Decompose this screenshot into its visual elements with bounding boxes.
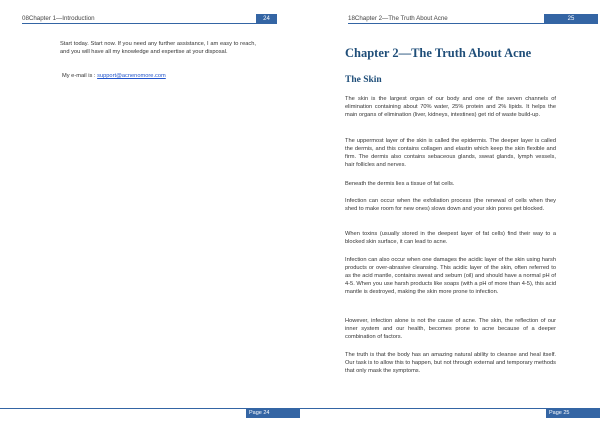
left-paragraph-1: Start today. Start now. If you need any further assistance, I am easy to reach, and you will have all my knowledge and expertise at your disposal.	[60, 41, 256, 55]
chapter-title: Chapter 2—The Truth About Acne	[345, 46, 532, 60]
right-paragraph-5: When toxins (usually stored in the deepest layer of fat cells) find their way to a blocked skin surface, it can lead to acne.	[345, 231, 556, 245]
right-paragraph-7: However, infection alone is not the cause of acne. The skin, the reflection of our inner system and our health, becomes prone to acne because of a deeper combination of factors.	[345, 318, 556, 340]
right-paragraph-1: The skin is the largest organ of our body and one of the seven channels of elimination containing about 70% water, 25% protein and 2% lipids. It helps the main organs of elimination (liver, kidneys, intestines) get rid of waste build-up.	[345, 96, 556, 118]
right-paragraph-3: Beneath the dermis lies a tissue of fat cells.	[345, 181, 455, 187]
left-header-rule	[22, 23, 277, 24]
right-header-page-number: 25	[544, 14, 598, 24]
right-paragraph-2: The uppermost layer of the skin is called the epidermis. The deeper layer is called the dermis, and this contains collagen and elastin which keep the skin flexible and firm. The dermis also contains sebaceous glands, sweat glands, lymph vessels, hair follicles and nerves.	[345, 138, 556, 168]
left-header-page-number: 24	[256, 14, 277, 24]
email-line	[62, 73, 166, 79]
left-footer-page-label: Page 24	[246, 408, 300, 418]
left-header-title: 08Chapter 1—Introduction	[22, 15, 95, 22]
right-paragraph-8: The truth is that the body has an amazing natural ability to cleanse and heal itself. Our task is to allow this to happen, but not through external and temporary methods that only mask the symptoms.	[345, 352, 556, 374]
email-link[interactable]: support@acnenomore.com	[97, 73, 166, 79]
right-paragraph-6: Infection can also occur when one damages the acidic layer of the skin using harsh products or over-abrasive cleansing. This acidic layer of the skin, often referred to as the acid mantle, contains sweat and sebum (oil) and should have a normal pH of 4-5. When you use harsh products like soaps (with a pH of more than 4-5), this acid mantle is destroyed, making the skin more prone to infection.	[345, 257, 556, 295]
right-footer-page-label: Page 25	[546, 408, 600, 418]
right-paragraph-4: Infection can occur when the exfoliation process (the renewal of cells when they shed to make room for new ones) slows down and your skin pores get blocked.	[345, 198, 556, 212]
email-label: My e-mail is :	[62, 73, 96, 79]
section-title: The Skin	[345, 75, 382, 85]
right-header-title: 18Chapter 2—The Truth About Acne	[348, 15, 448, 22]
